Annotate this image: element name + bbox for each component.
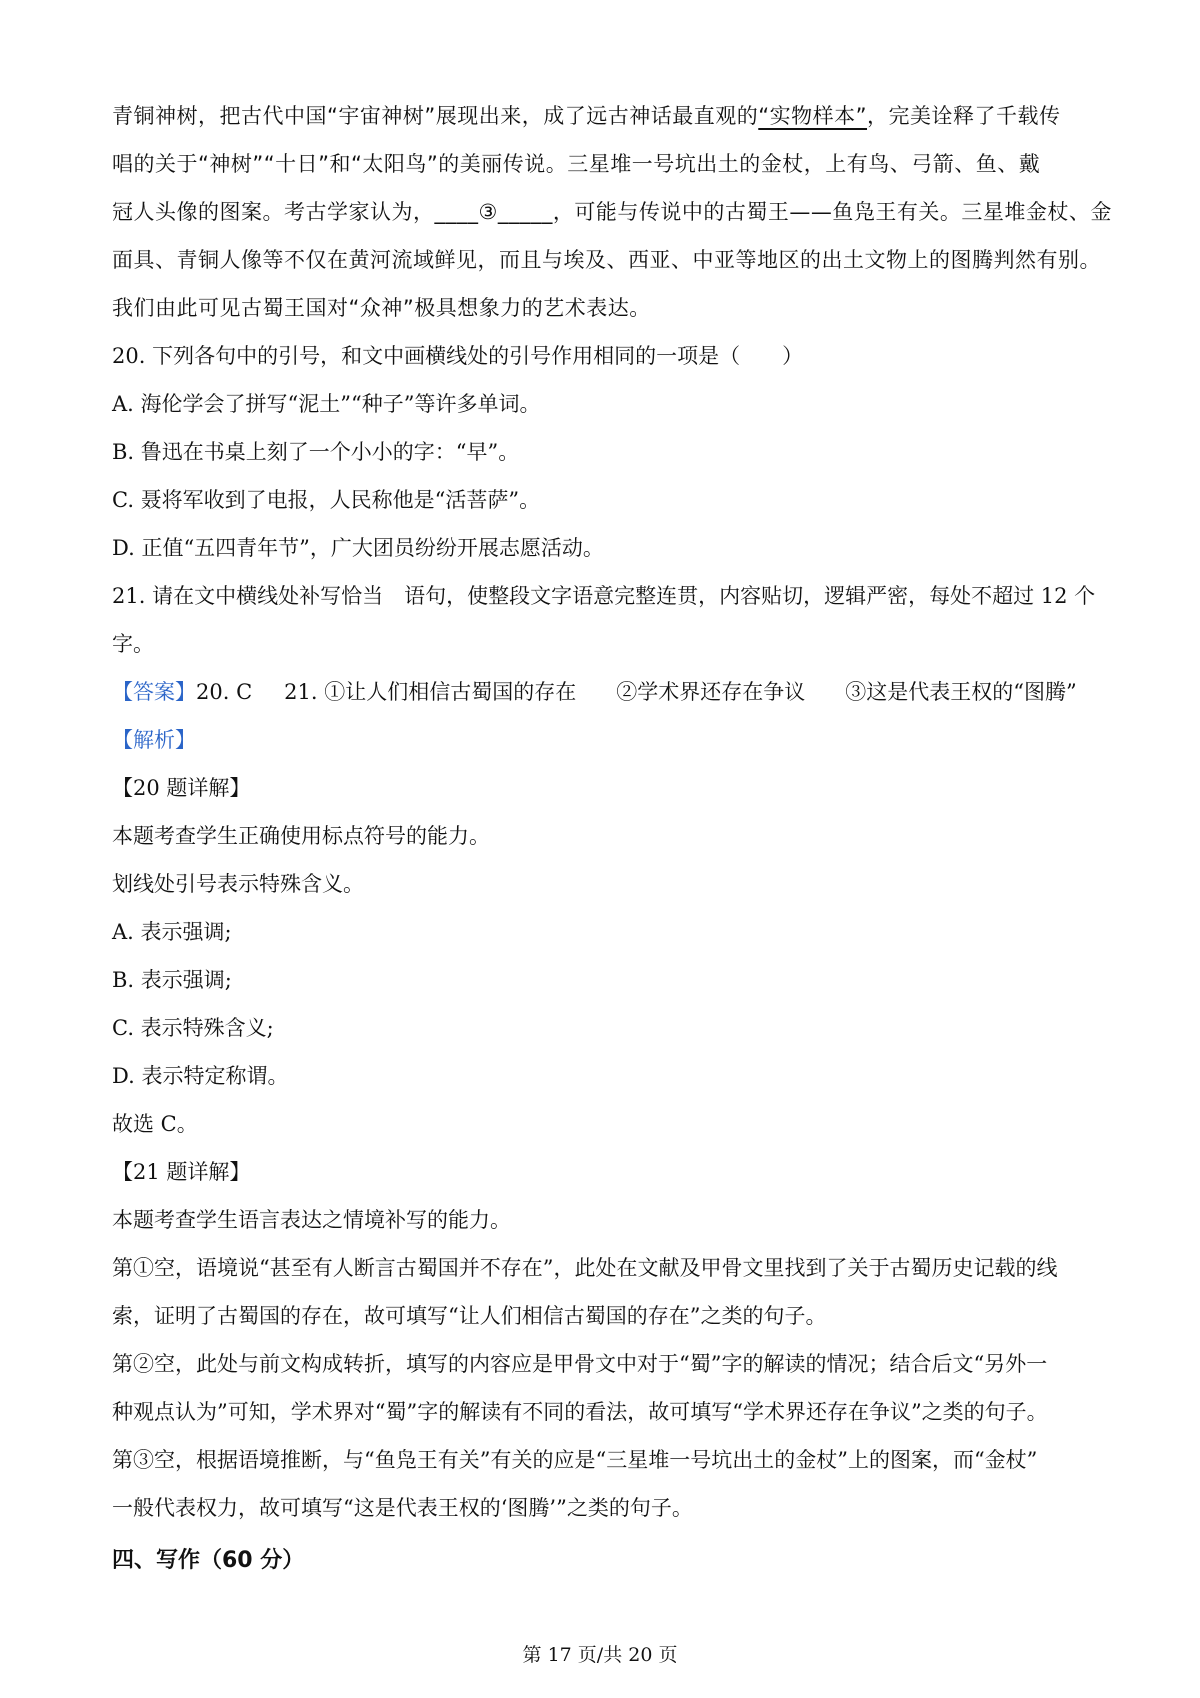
- analysis-21-line: 本题考查学生语言表达之情境补写的能力。: [112, 1208, 511, 1232]
- question-21-stem-line-2: 字。: [112, 632, 154, 656]
- answer-tag: 【答案】: [112, 680, 196, 704]
- analysis-21-line: 第③空，根据语境推断，与“鱼凫王有关”有关的应是“三星堆一号坑出土的金杖”上的图案，而“金杖”: [112, 1448, 1038, 1472]
- question-20-option-d: D. 正值“五四青年节”，广大团员纷纷开展志愿活动。: [112, 536, 604, 560]
- answer-21-1: 21. ①让人们相信古蜀国的存在: [284, 680, 577, 704]
- page-content: [112, 92, 1112, 1588]
- question-20-stem: 20. 下列各句中的引号，和文中画横线处的引号作用相同的一项是（ ）: [112, 344, 804, 368]
- passage-line-2: 唱的关于“神树”“十日”和“太阳鸟”的美丽传说。三星堆一号坑出土的金杖，上有鸟、弓箭、鱼、戴: [112, 152, 1041, 176]
- answer-line: [112, 668, 1102, 716]
- question-20-option-b: B. 鲁迅在书桌上刻了一个小小的字：“早”。: [112, 440, 520, 464]
- passage-line-3: [112, 188, 1112, 236]
- analysis-20-line: A. 表示强调;: [112, 920, 232, 944]
- passage-text: ，可能与传说中的古蜀王——鱼凫王有关。三星堆金杖、金: [552, 200, 1112, 224]
- passage-text: ，完美诠释了千载传: [867, 104, 1061, 128]
- analysis-20-line: 故选 C。: [112, 1112, 198, 1136]
- analysis-21-line: 索，证明了古蜀国的存在，故可填写“让人们相信古蜀国的存在”之类的句子。: [112, 1304, 827, 1328]
- page-footer: 第 17 页/共 20 页: [522, 1644, 678, 1666]
- analysis-20-line: D. 表示特定称谓。: [112, 1064, 289, 1088]
- underlined-quote: “实物样本”: [758, 104, 868, 128]
- analysis-20-line: 本题考查学生正确使用标点符号的能力。: [112, 824, 490, 848]
- passage-text: 冠人头像的图案。考古学家认为，: [112, 200, 435, 224]
- analysis-21-line: 第②空，此处与前文构成转折，填写的内容应是甲骨文中对于“蜀”字的解读的情况；结合后文“另外一: [112, 1352, 1048, 1376]
- analysis-20-line: C. 表示特殊含义;: [112, 1016, 274, 1040]
- answer-21-2: ②学术界还存在争议: [616, 680, 806, 704]
- passage-line-1: [112, 92, 1102, 140]
- question-20-option-a: A. 海伦学会了拼写“泥土”“种子”等许多单词。: [112, 392, 541, 416]
- blank-3: ____③_____: [434, 200, 553, 224]
- passage-text: 青铜神树，把古代中国“宇宙神树”展现出来，成了远古神话最直观的: [112, 104, 759, 128]
- passage-line-4: 面具、青铜人像等不仅在黄河流域鲜见，而且与埃及、西亚、中亚等地区的出土文物上的图腾判然有别。: [112, 248, 1101, 272]
- question-21-stem-line-1: 21. 请在文中横线处补写恰当 语句，使整段文字语意完整连贯，内容贴切，逻辑严密，每处不超过 12 个: [112, 584, 1096, 608]
- section-heading-writing: 四、写作（60 分）: [112, 1548, 305, 1573]
- analysis-21-heading: 【21 题详解】: [112, 1160, 251, 1184]
- analysis-21-line: 第①空，语境说“甚至有人断言古蜀国并不存在”，此处在文献及甲骨文里找到了关于古蜀历史记载的线: [112, 1256, 1058, 1280]
- passage-line-5: 我们由此可见古蜀王国对“众神”极具想象力的艺术表达。: [112, 296, 651, 320]
- analysis-20-heading: 【20 题详解】: [112, 776, 251, 800]
- analysis-tag: 【解析】: [112, 728, 196, 752]
- analysis-20-line: B. 表示强调;: [112, 968, 232, 992]
- answer-20: 20. C: [196, 680, 253, 704]
- analysis-21-line: 种观点认为”可知，学术界对“蜀”字的解读有不同的看法，故可填写“学术界还存在争议”之类的句子。: [112, 1400, 1048, 1424]
- answer-21-3: ③这是代表王权的“图腾”: [845, 680, 1077, 704]
- analysis-20-line: 划线处引号表示特殊含义。: [112, 872, 364, 896]
- question-20-option-c: C. 聂将军收到了电报，人民称他是“活菩萨”。: [112, 488, 541, 512]
- analysis-21-line: 一般代表权力，故可填写“这是代表王权的‘图腾’”之类的句子。: [112, 1496, 693, 1520]
